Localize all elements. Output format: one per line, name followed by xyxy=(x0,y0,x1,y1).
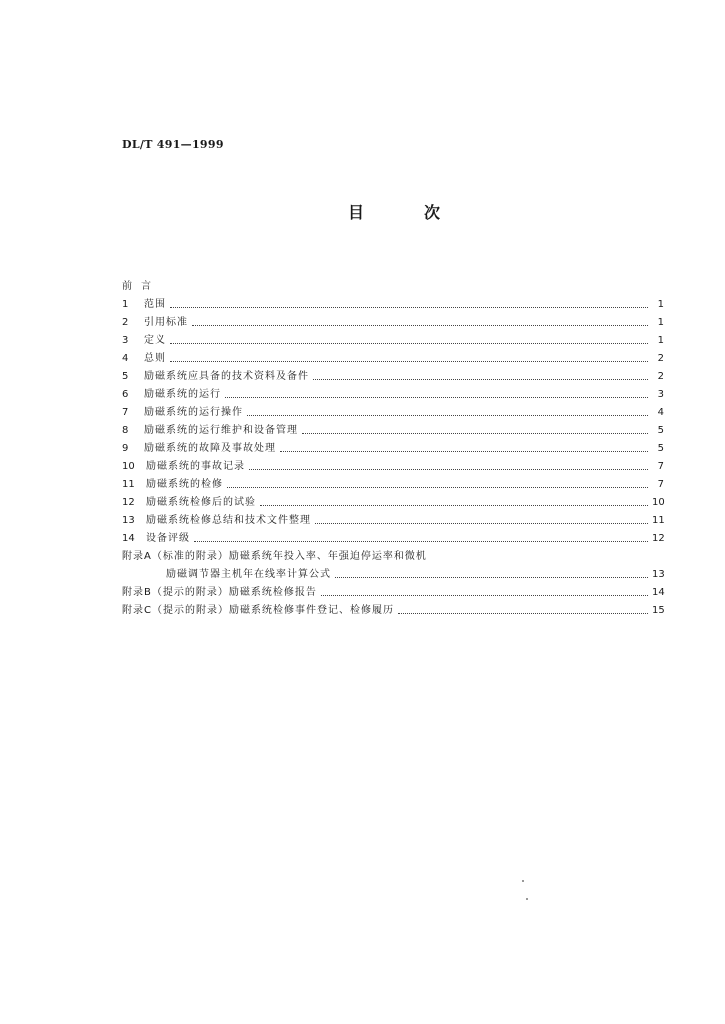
leader-dots xyxy=(249,468,648,470)
leader-dots xyxy=(170,342,648,344)
leader-dots xyxy=(194,540,648,542)
toc-item-page: 12 xyxy=(652,533,665,544)
leader-dots xyxy=(227,486,648,488)
toc-item-number: 7 xyxy=(122,407,129,418)
toc-item[interactable] xyxy=(122,422,664,440)
toc-item-number: 13 xyxy=(122,515,135,526)
toc-item-page: 13 xyxy=(652,569,665,580)
toc-item[interactable] xyxy=(122,458,664,476)
toc-item-page: 1 xyxy=(657,317,664,328)
toc-item[interactable] xyxy=(122,494,664,512)
leader-dots xyxy=(192,324,648,326)
toc-item-page: 7 xyxy=(657,479,664,490)
toc-item-page: 4 xyxy=(657,407,664,418)
toc-item-title: 附录A（标准的附录）励磁系统年投入率、年强迫停运率和微机 xyxy=(122,551,427,562)
leader-dots xyxy=(302,432,648,434)
toc-item-page: 7 xyxy=(657,461,664,472)
toc-item-title: 励磁系统的运行操作 xyxy=(144,407,243,418)
toc-item-number: 4 xyxy=(122,353,129,364)
leader-dots xyxy=(170,360,648,362)
toc-item-page: 5 xyxy=(657,443,664,454)
leader-dots xyxy=(335,576,648,578)
toc-item[interactable] xyxy=(122,512,664,530)
table-of-contents xyxy=(122,278,664,620)
toc-item-page: 3 xyxy=(657,389,664,400)
leader-dots xyxy=(260,504,648,506)
toc-item[interactable] xyxy=(122,332,664,350)
toc-item-appendix-b[interactable] xyxy=(122,584,664,602)
toc-item-title: 附录C（提示的附录）励磁系统检修事件登记、检修履历 xyxy=(122,605,394,616)
standard-code: DL/T 491—1999 xyxy=(122,138,224,151)
toc-item-page: 5 xyxy=(657,425,664,436)
toc-item-number: 12 xyxy=(122,497,135,508)
leader-dots xyxy=(280,450,648,452)
toc-item-page: 11 xyxy=(652,515,665,526)
toc-item-title: 总则 xyxy=(144,353,166,364)
toc-item[interactable] xyxy=(122,404,664,422)
toc-item-title: 附录B（提示的附录）励磁系统检修报告 xyxy=(122,587,317,598)
toc-item-page: 15 xyxy=(652,605,665,616)
toc-item-title: 励磁系统的故障及事故处理 xyxy=(144,443,276,454)
toc-item-title: 励磁系统检修总结和技术文件整理 xyxy=(146,515,311,526)
toc-item-number: 11 xyxy=(122,479,135,490)
toc-item-page: 1 xyxy=(657,299,664,310)
toc-item-number: 10 xyxy=(122,461,135,472)
toc-item[interactable] xyxy=(122,350,664,368)
toc-item[interactable] xyxy=(122,530,664,548)
toc-item[interactable] xyxy=(122,440,664,458)
title-char-1: 目 xyxy=(348,203,365,222)
toc-item-title: 励磁系统的运行维护和设备管理 xyxy=(144,425,298,436)
toc-item[interactable] xyxy=(122,368,664,386)
toc-item-title: 励磁系统的运行 xyxy=(144,389,221,400)
leader-dots xyxy=(321,594,648,596)
leader-dots xyxy=(225,396,648,398)
toc-item-appendix-c[interactable] xyxy=(122,602,664,620)
toc-item-page: 2 xyxy=(657,371,664,382)
toc-item-page: 10 xyxy=(652,497,665,508)
toc-item-title: 励磁系统检修后的试验 xyxy=(146,497,256,508)
leader-dots xyxy=(170,306,648,308)
scan-speck xyxy=(526,898,528,900)
toc-item-page: 2 xyxy=(657,353,664,364)
toc-item-number: 3 xyxy=(122,335,129,346)
toc-item-title: 励磁系统的事故记录 xyxy=(146,461,245,472)
toc-item-foreword[interactable] xyxy=(122,278,664,296)
leader-dots xyxy=(398,612,648,614)
toc-item-page: 1 xyxy=(657,335,664,346)
toc-item[interactable] xyxy=(122,296,664,314)
leader-dots xyxy=(247,414,648,416)
toc-item-number: 5 xyxy=(122,371,129,382)
toc-item-appendix-a[interactable] xyxy=(122,548,664,566)
toc-item-title: 设备评级 xyxy=(146,533,190,544)
page-title xyxy=(330,200,450,224)
toc-item-title: 引用标准 xyxy=(144,317,188,328)
toc-item-number: 14 xyxy=(122,533,135,544)
toc-item-title: 励磁系统应具备的技术资料及备件 xyxy=(144,371,309,382)
scan-speck xyxy=(522,880,524,882)
title-char-2: 次 xyxy=(424,203,441,222)
toc-item-number: 2 xyxy=(122,317,129,328)
toc-item-number: 8 xyxy=(122,425,129,436)
toc-item-title: 范围 xyxy=(144,299,166,310)
toc-item[interactable] xyxy=(122,476,664,494)
toc-item-page: 14 xyxy=(652,587,665,598)
toc-item-title: 前言 xyxy=(122,281,160,292)
toc-item-appendix-a-continued[interactable] xyxy=(122,566,664,584)
toc-item-number: 1 xyxy=(122,299,129,310)
toc-item-title: 励磁调节器主机年在线率计算公式 xyxy=(166,569,331,580)
leader-dots xyxy=(315,522,648,524)
leader-dots xyxy=(313,378,648,380)
toc-item-title: 定义 xyxy=(144,335,166,346)
toc-item-title: 励磁系统的检修 xyxy=(146,479,223,490)
toc-item[interactable] xyxy=(122,386,664,404)
toc-item-number: 6 xyxy=(122,389,129,400)
toc-item[interactable] xyxy=(122,314,664,332)
toc-item-number: 9 xyxy=(122,443,129,454)
